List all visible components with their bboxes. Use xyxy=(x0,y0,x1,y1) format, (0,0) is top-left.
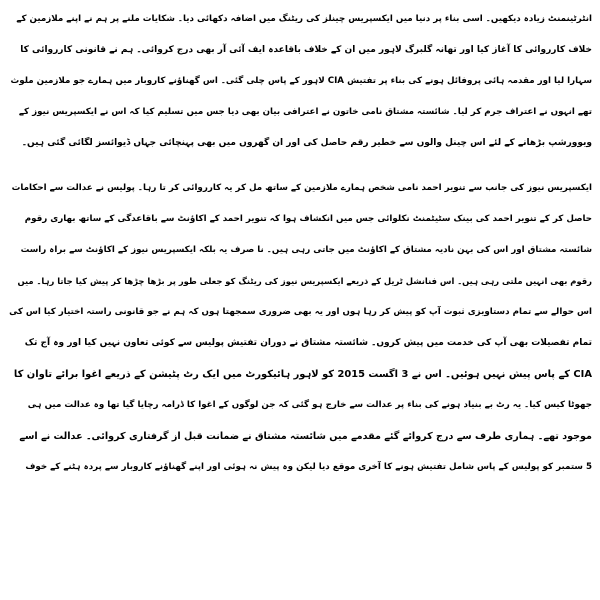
text-line: ویوورشپ بڑھانے کے لئے اس چینل والوں سے خطیر رقم حاصل کی اور ان گھروں میں بھی پہنچائی جہاں ڈیوائسز لگائی گئی ہیں۔ xyxy=(21,138,592,148)
text-line: رقوم بھی انہیں ملتی رہی ہیں۔ اس فنانشل ٹریل کے ذریعے ایکسپریس نیوز کی ریٹنگ کو جعلی طور پر بڑھا چڑھا کر پیش کیا جاتا رہا۔ میں xyxy=(17,276,592,286)
text-line: تھے انہوں نے اعتراف جرم کر لیا۔ شائستہ مشتاق نامی خاتون نے اعترافی بیان بھی دیا جس میں تسلیم کیا کہ اس نے ایکسپریس نیوز کے xyxy=(18,107,592,117)
article-paragraph-2 xyxy=(8,173,592,483)
text-line: موجود تھے۔ ہماری طرف سے درج کروائے گئے مقدمے میں شائستہ مشتاق نے ضمانت قبل از گرفتاری کروائی۔ عدالت نے اسے xyxy=(19,431,592,442)
article-paragraph-1 xyxy=(8,4,592,159)
text-line: شائستہ مشتاق اور اس کی بہن نادیہ مشتاق کے اکاؤنٹ میں جاتی رہی ہیں۔ نا صرف یہ بلکہ ایکسپریس نیوز کے اکاؤنٹ سے براہ راست xyxy=(20,245,592,255)
text-line: انٹرٹینمنٹ زیادہ دیکھیں۔ اسی بناء پر دنیا میں ایکسپریس چینلز کی ریٹنگ میں اضافہ دکھائی دیا۔ شکایات ملنے پر ہم نے اپنے ملازمین کے xyxy=(16,14,592,24)
text-line: اس حوالے سے تمام دستاویزی ثبوت آپ کو پیش کر رہا ہوں اور یہ بھی ضروری سمجھتا ہوں کہ ہم نے جو قانونی راستہ اختیار کیا اس کی xyxy=(9,307,592,317)
text-line: تمام تفصیلات بھی آپ کی خدمت میں پیش کروں۔ شائستہ مشتاق نے دوران تفتیش پولیس سے کوئی تعاون نہیں کیا اور وہ آج تک xyxy=(24,338,592,348)
text-line: سہارا لیا اور مقدمہ ہائی پروفائل ہونے کی بناء پر تفتیش CIA لاہور کے پاس چلی گئی۔ اس گھناؤنے کاروبار میں ہمارے جو ملازمین ملوث xyxy=(10,76,592,86)
text-line: حاصل کر کے تنویر احمد کی بینک سٹیٹمنٹ نکلوائی جس میں انکشاف ہوا کہ تنویر احمد کے اکاؤنٹ سے باقاعدگی کے ساتھ بھاری رقوم xyxy=(24,214,592,224)
text-line: ایکسپریس نیوز کی جانب سے تنویر احمد نامی شخص ہمارے ملازمین کے ساتھ مل کر یہ کارروائی کر تا رہا۔ پولیس نے عدالت سے احکامات xyxy=(11,183,592,193)
text-line: جھوٹا کیس کیا۔ یہ رٹ بے بنیاد ہونے کی بناء پر عدالت سے خارج ہو گئی کہ جن لوگوں کے اغوا کا ڈرامہ رچایا گیا تھا وہ عدالت میں ہی xyxy=(27,400,592,410)
paragraph-spacer xyxy=(8,159,592,173)
text-line: خلاف کارروائی کا آغاز کیا اور تھانہ گلبرگ لاہور میں ان کے خلاف باقاعدہ ایف آئی آر بھی درج کروائی۔ ہم نے قانونی کارروائی کا xyxy=(20,45,592,55)
text-line: CIA کے پاس پیش نہیں ہوئیں۔ اس نے 3 اگست 2015 کو لاہور ہائیکورٹ میں ایک رٹ پٹیشن کے ذریعے اغوا برائے تاوان کا xyxy=(13,369,592,380)
text-line: 5 ستمبر کو پولیس کے پاس شامل تفتیش ہونے کا آخری موقع دیا لیکن وہ پیش نہ ہوئی اور اپنے گھناؤنے کاروبار سے پردہ ہٹنے کے خوف xyxy=(25,462,592,472)
